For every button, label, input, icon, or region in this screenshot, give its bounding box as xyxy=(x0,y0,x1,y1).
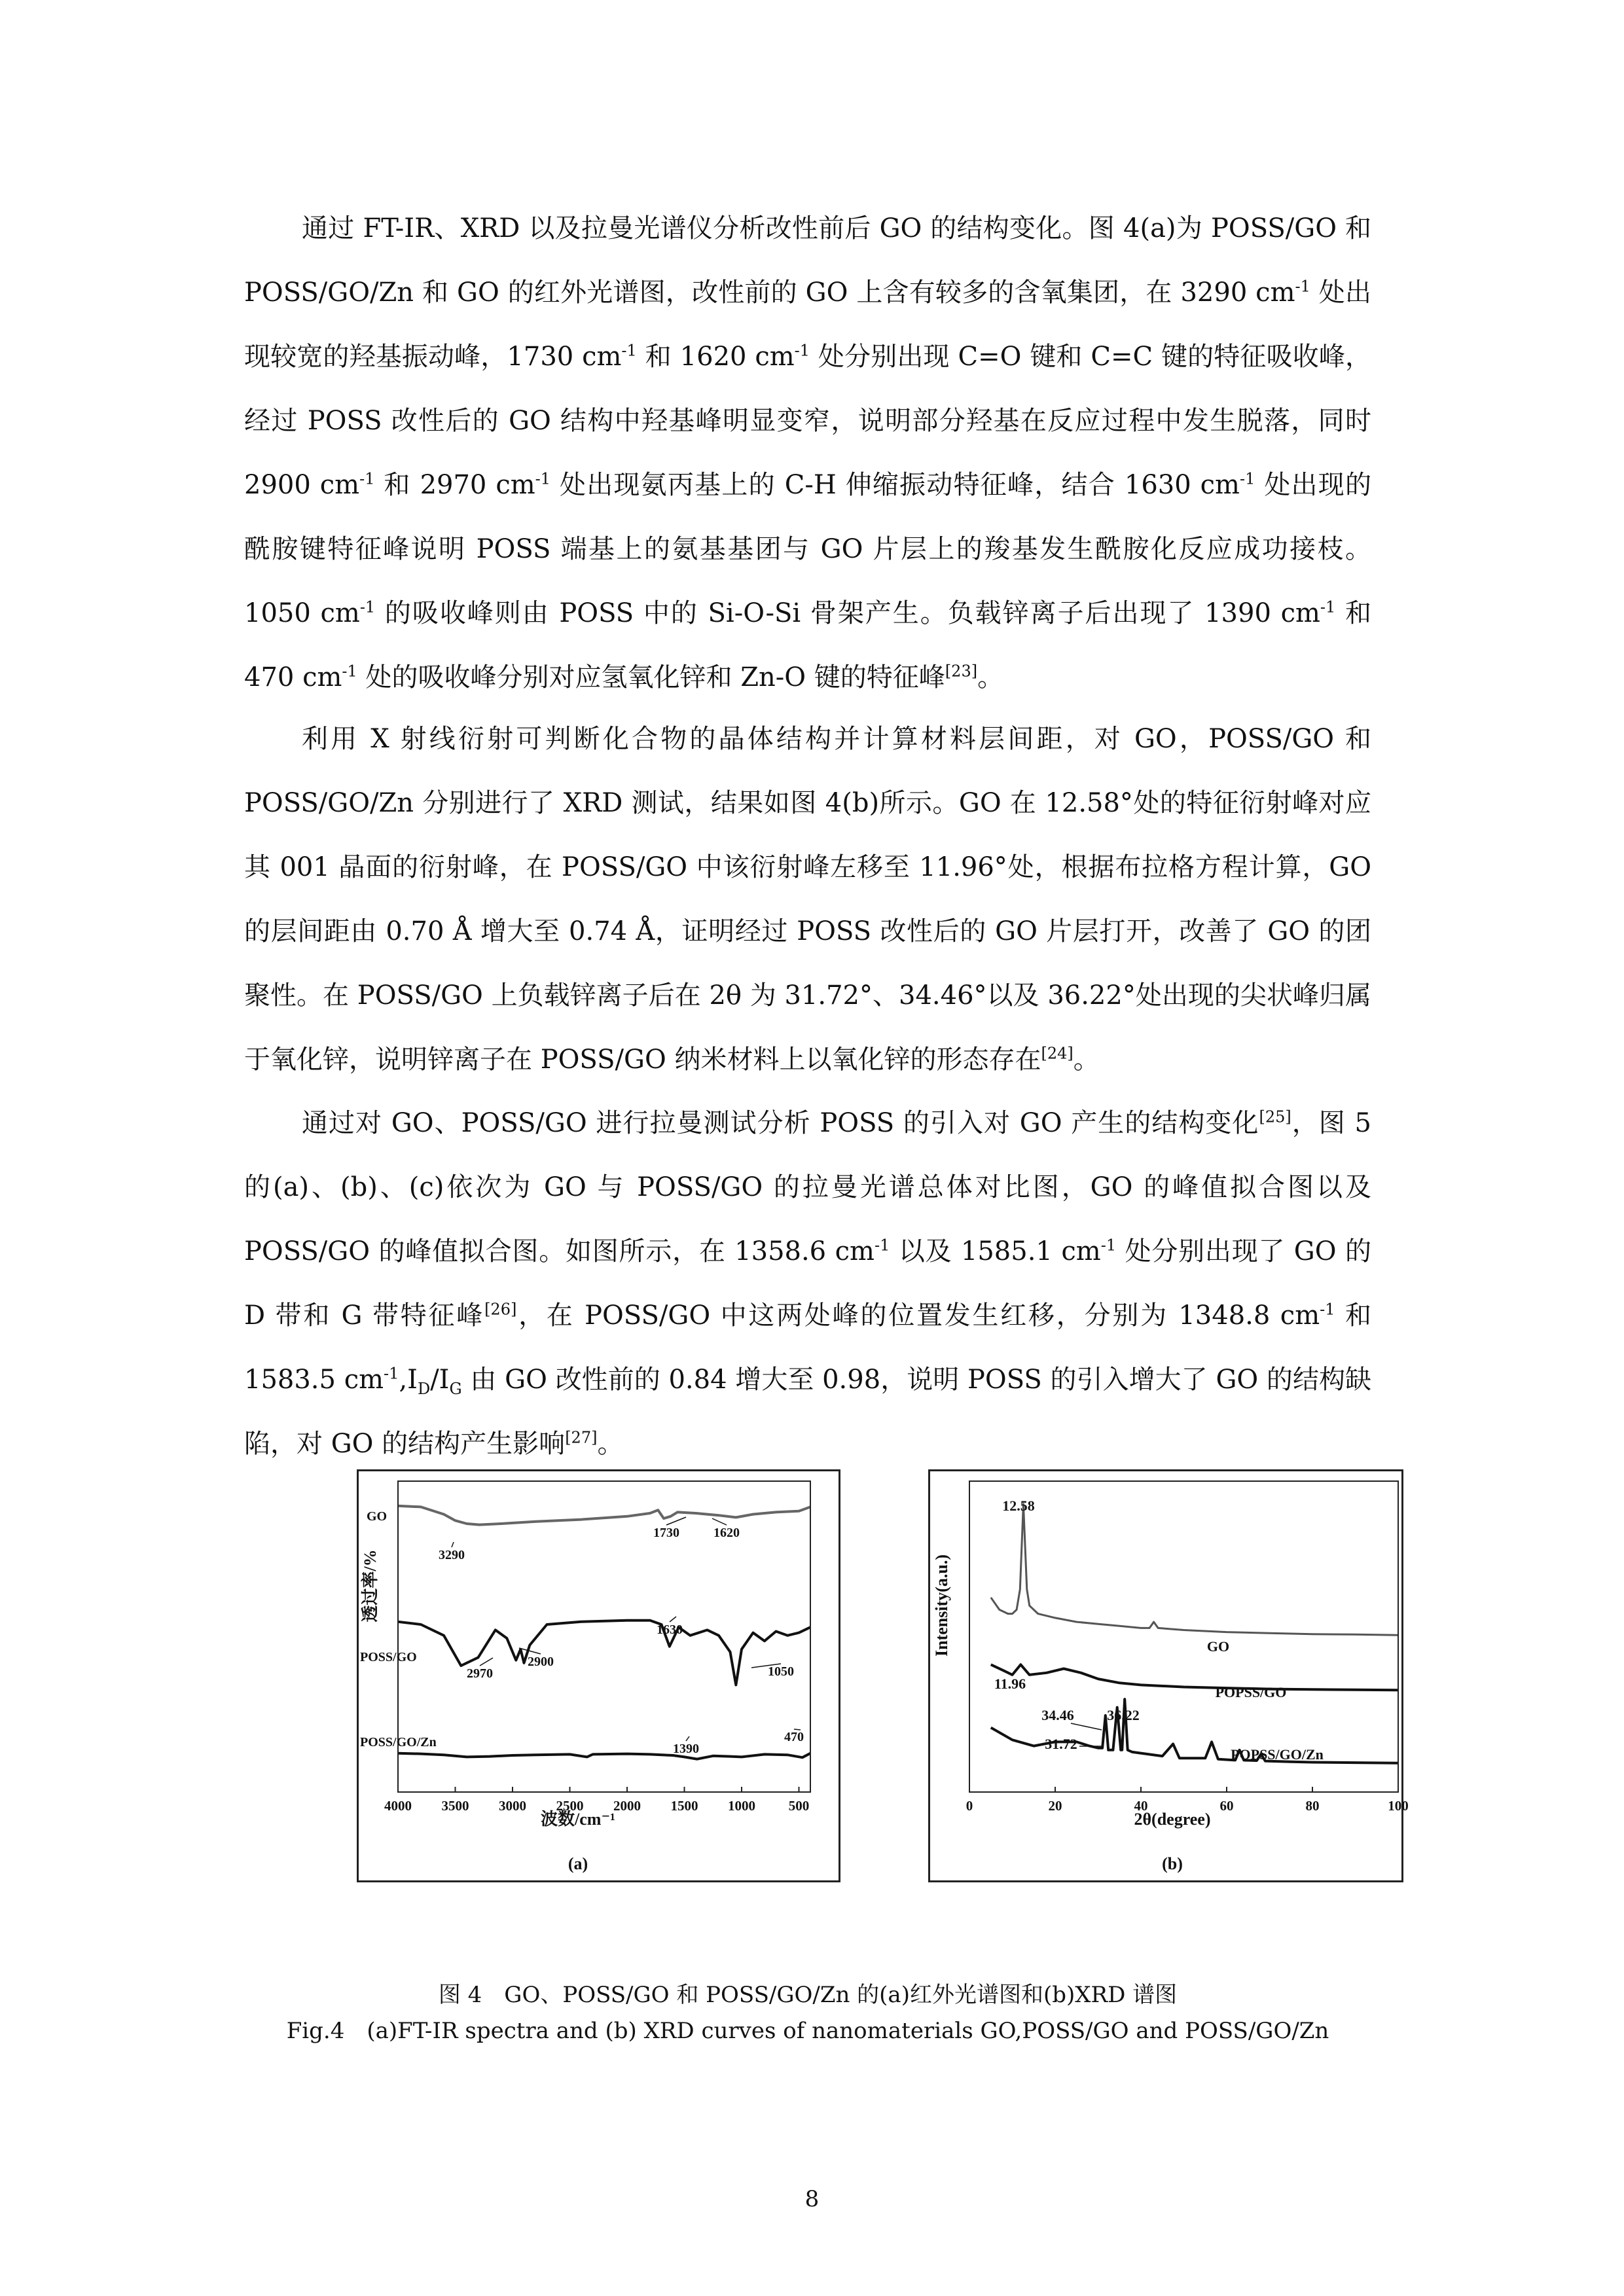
ftir-peak-annotation: 2970 xyxy=(467,1666,493,1681)
text-run: 。 xyxy=(597,1429,624,1459)
ftir-x-tick-label: 2500 xyxy=(556,1798,584,1814)
xrd-peak-annotation: 36.22 xyxy=(1107,1707,1140,1723)
text-run: 处出现的酰胺键特征峰说明 POSS 端基上的氨基基团与 GO 片层上的羧基发生酰胺化反应成功接枝。1050 cm xyxy=(244,470,1371,628)
text-run: 通过对 GO、POSS/GO 进行拉曼测试分析 POSS 的引入对 GO 产生的结构变化 xyxy=(302,1108,1259,1138)
ftir-annotation-arrow xyxy=(480,1658,493,1666)
citation: [26] xyxy=(484,1300,517,1319)
ftir-plot-frame xyxy=(398,1481,810,1792)
ftir-peak-annotation: 1630 xyxy=(657,1623,683,1637)
ftir-series-label: GO xyxy=(367,1509,388,1524)
xrd-chart xyxy=(930,1471,1409,1880)
xrd-x-tick-label: 40 xyxy=(1134,1798,1148,1814)
superscript: -1 xyxy=(535,469,551,488)
xrd-peak-annotation: 31.72 xyxy=(1045,1736,1077,1752)
text-run: 。 xyxy=(977,662,1004,692)
ftir-series-line xyxy=(398,1753,810,1759)
panel-a-label: (a) xyxy=(568,1854,588,1873)
ftir-peak-annotation: 470 xyxy=(784,1730,804,1744)
ftir-x-tick-label: 3500 xyxy=(441,1798,469,1814)
ftir-chart xyxy=(359,1471,839,1880)
ftir-x-tick-label: 1000 xyxy=(728,1798,755,1814)
ftir-series-line xyxy=(398,1621,810,1685)
paragraph-xrd xyxy=(244,707,1371,1092)
superscript: -1 xyxy=(1320,598,1336,617)
text-run: 和 2970 cm xyxy=(374,470,535,500)
ftir-y-axis-label: 透过率/% xyxy=(361,1549,380,1623)
xrd-x-tick-label: 0 xyxy=(965,1798,973,1814)
text-run: /I xyxy=(430,1365,450,1395)
superscript: -1 xyxy=(621,341,637,360)
superscript: -1 xyxy=(794,341,810,360)
text-run: 处分别出现了 GO 的 D 带和 G 带特征峰 xyxy=(244,1236,1372,1331)
text-run: 。 xyxy=(1073,1045,1100,1075)
ftir-series-line xyxy=(398,1506,810,1525)
text-run: 处分别出现 C=O 键和 C=C 键的特征吸收峰，经过 POSS 改性后的 GO 结构中羟基峰明显变窄，说明部分羟基在反应过程中发生脱落，同时 2900 cm xyxy=(244,342,1372,500)
ftir-annotation-arrow xyxy=(666,1517,686,1525)
citation: [25] xyxy=(1259,1107,1291,1126)
superscript: -1 xyxy=(1320,1300,1335,1319)
ftir-annotation-arrow xyxy=(686,1736,689,1741)
superscript: -1 xyxy=(384,1364,399,1383)
superscript: -1 xyxy=(359,469,375,488)
xrd-annotation-arrow xyxy=(1071,1723,1102,1730)
text-run: 以及 1585.1 cm xyxy=(890,1236,1101,1266)
ftir-series-group xyxy=(360,1506,810,1759)
text-run: 通过 FT-IR、XRD 以及拉曼光谱仪分析改性前后 GO 的结构变化。图 4(a)为 POSS/GO 和 POSS/GO/Zn 和 GO 的红外光谱图，改性前的 GO 上含有较多的含氧集团，在 3290 cm xyxy=(244,213,1371,308)
ftir-peak-annotation: 1620 xyxy=(713,1526,740,1540)
superscript: -1 xyxy=(1239,469,1255,488)
ftir-peak-annotation: 1050 xyxy=(768,1664,794,1679)
text-run: 和 1583.5 cm xyxy=(244,1300,1371,1395)
xrd-series-line xyxy=(991,1504,1398,1635)
xrd-y-axis-label: Intensity(a.u.) xyxy=(932,1554,951,1657)
text-run: 利用 X 射线衍射可判断化合物的晶体结构并计算材料层间距，对 GO，POSS/GO 和 POSS/GO/Zn 分别进行了 XRD 测试，结果如图 4(b)所示。GO 在 12.58°处的特征衍射峰对应其 001 晶面的衍射峰，在 POSS/GO 中该衍射峰左移至 11.96°处，根据布拉格方程计算，GO 的层间距由 0.70 Å 增大至 0.74 Å，证明经过 POSS 改性后的 GO 片层打开，改善了 GO 的团聚性。在 POSS/GO 上负载锌离子后在 2θ 为 31.72°、34.46°以及 36.22°处出现的尖状峰归属于氧化锌，说明锌离子在 POSS/GO 纳米材料上以氧化锌的形态存在 xyxy=(244,724,1371,1075)
xrd-series-label: POPSS/GO/Zn xyxy=(1231,1746,1324,1763)
ftir-series-label: POSS/GO/Zn xyxy=(360,1735,437,1749)
superscript: -1 xyxy=(1100,1236,1117,1255)
xrd-x-axis-label: 2θ(degree) xyxy=(1134,1810,1211,1829)
text-run: ，图 5 的(a)、(b)、(c)依次为 GO 与 POSS/GO 的拉曼光谱总体对比图，GO 的峰值拟合图以及 POSS/GO 的峰值拟合图。如图所示，在 1358.6 cm xyxy=(244,1108,1371,1266)
ftir-x-tick-label: 4000 xyxy=(384,1798,412,1814)
ftir-peak-annotation: 1390 xyxy=(673,1742,699,1756)
text-run: 处的吸收峰分别对应氢氧化锌和 Zn-O 键的特征峰 xyxy=(357,662,945,692)
citation: [24] xyxy=(1041,1044,1074,1063)
xrd-x-tick-label: 20 xyxy=(1048,1798,1062,1814)
ftir-peak-annotation: 2900 xyxy=(528,1655,554,1669)
text-run: ,I xyxy=(399,1365,418,1395)
ftir-peak-annotation: 3290 xyxy=(439,1548,465,1562)
paragraph-ftir xyxy=(244,196,1371,709)
text-run: 和 470 cm xyxy=(244,598,1371,692)
ftir-annotation-arrow xyxy=(452,1542,454,1547)
paragraph-raman xyxy=(244,1091,1371,1476)
superscript: -1 xyxy=(359,598,376,617)
xrd-x-tick-label: 60 xyxy=(1219,1798,1234,1814)
xrd-figure-panel xyxy=(928,1469,1409,1882)
figure-caption-english: Fig.4 (a)FT-IR spectra and (b) XRD curves of nanomaterials GO,POSS/GO and POSS/GO/Zn xyxy=(286,2018,1329,2044)
text-run: 和 1620 cm xyxy=(636,342,795,372)
figure-caption-chinese: 图 4 GO、POSS/GO 和 POSS/GO/Zn 的(a)红外光谱图和(b)XRD 谱图 xyxy=(438,1982,1178,2008)
xrd-series-label: POPSS/GO xyxy=(1215,1684,1287,1700)
xrd-x-tick-label: 100 xyxy=(1388,1798,1409,1814)
superscript: -1 xyxy=(342,662,357,681)
text-run: ，在 POSS/GO 中这两处峰的位置发生红移，分别为 1348.8 cm xyxy=(516,1300,1320,1331)
ftir-x-axis-label: 波数/cm⁻¹ xyxy=(541,1810,615,1829)
text-run: 由 GO 改性前的 0.84 增大至 0.98，说明 POSS 的引入增大了 GO 的结构缺陷，对 GO 的结构产生影响 xyxy=(244,1365,1372,1459)
ftir-x-tick-label: 1500 xyxy=(670,1798,698,1814)
ftir-annotation-arrow xyxy=(712,1518,727,1525)
text-run: 的吸收峰则由 POSS 中的 Si-O-Si 骨架产生。负载锌离子后出现了 1390 cm xyxy=(375,598,1320,628)
subscript: D xyxy=(417,1380,431,1398)
subscript: G xyxy=(449,1380,462,1398)
text-run: 处出现较宽的羟基振动峰，1730 cm xyxy=(244,278,1371,372)
xrd-series-line xyxy=(991,1664,1398,1690)
superscript: -1 xyxy=(874,1236,890,1255)
xrd-x-tick-label: 80 xyxy=(1305,1798,1320,1814)
xrd-peak-annotation: 34.46 xyxy=(1041,1707,1074,1723)
ftir-x-tick-label: 2000 xyxy=(613,1798,641,1814)
xrd-annotations xyxy=(994,1498,1140,1752)
ftir-annotation-arrow xyxy=(794,1729,801,1730)
ftir-annotation-arrow xyxy=(670,1617,676,1622)
panel-b-label: (b) xyxy=(1162,1854,1183,1873)
ftir-series-label: POSS/GO xyxy=(360,1650,417,1664)
superscript: -1 xyxy=(1295,277,1310,296)
page-number: 8 xyxy=(804,2186,820,2212)
ftir-x-tick-label: 3000 xyxy=(499,1798,526,1814)
xrd-series-group xyxy=(991,1504,1398,1763)
citation: [23] xyxy=(945,662,978,681)
xrd-series-label: GO xyxy=(1206,1638,1230,1655)
xrd-peak-annotation: 12.58 xyxy=(1002,1498,1035,1514)
ftir-peak-annotation: 1730 xyxy=(653,1526,679,1540)
xrd-peak-annotation: 11.96 xyxy=(994,1676,1026,1692)
text-run: 处出现氨丙基上的 C-H 伸缩振动特征峰，结合 1630 cm xyxy=(550,470,1240,500)
ftir-x-tick-label: 500 xyxy=(788,1798,810,1814)
ftir-figure-panel xyxy=(357,1469,840,1882)
citation: [27] xyxy=(565,1428,598,1447)
